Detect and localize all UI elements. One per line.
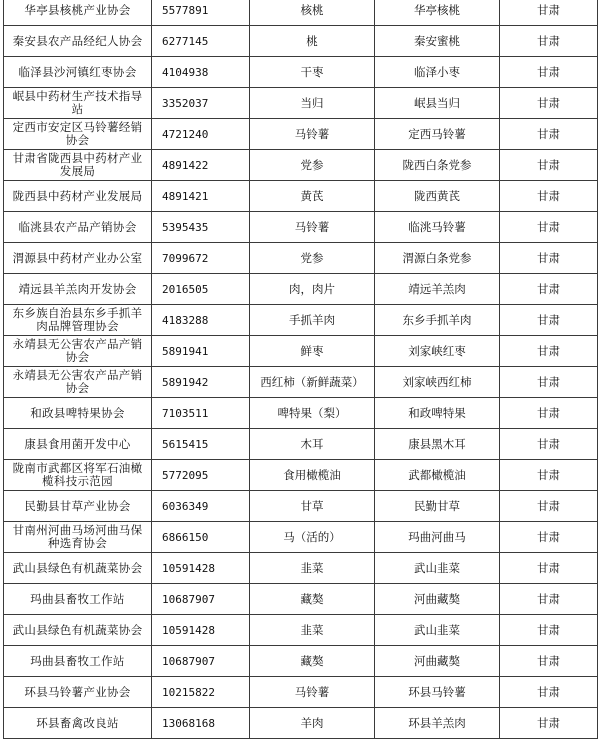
product-cell: 马（活的） — [250, 522, 375, 553]
province-cell: 甘肃 — [500, 429, 598, 460]
province-cell: 甘肃 — [500, 212, 598, 243]
table-row — [4, 274, 598, 305]
table-row — [4, 336, 598, 367]
organization-cell: 靖远县羊羔肉开发协会 — [4, 274, 152, 305]
registration-number-cell: 10591428 — [152, 553, 250, 584]
product-cell: 马铃薯 — [250, 212, 375, 243]
brand-name-cell: 定西马铃薯 — [375, 119, 500, 150]
product-cell: 马铃薯 — [250, 119, 375, 150]
province-cell: 甘肃 — [500, 336, 598, 367]
organization-cell: 岷县中药材生产技术指导站 — [4, 88, 152, 119]
organization-cell: 东乡族自治县东乡手抓羊肉品牌管理协会 — [4, 305, 152, 336]
brand-name-cell: 康县黑木耳 — [375, 429, 500, 460]
brand-name-cell: 武都橄榄油 — [375, 460, 500, 491]
province-cell: 甘肃 — [500, 584, 598, 615]
organization-cell: 和政县啤特果协会 — [4, 398, 152, 429]
organization-cell: 秦安县农产品经纪人协会 — [4, 26, 152, 57]
registration-number-cell: 7103511 — [152, 398, 250, 429]
brand-name-cell: 武山韭菜 — [375, 615, 500, 646]
organization-cell: 武山县绿色有机蔬菜协会 — [4, 615, 152, 646]
product-cell: 黄芪 — [250, 181, 375, 212]
organization-cell: 临洮县农产品产销协会 — [4, 212, 152, 243]
brand-name-cell: 靖远羊羔肉 — [375, 274, 500, 305]
table-row — [4, 88, 598, 119]
product-cell: 西红柿（新鲜蔬菜） — [250, 367, 375, 398]
product-cell: 木耳 — [250, 429, 375, 460]
province-cell: 甘肃 — [500, 243, 598, 274]
registration-number-cell: 4721240 — [152, 119, 250, 150]
product-cell: 干枣 — [250, 57, 375, 88]
product-cell: 藏獒 — [250, 584, 375, 615]
table-row — [4, 150, 598, 181]
province-cell: 甘肃 — [500, 708, 598, 739]
table-row — [4, 57, 598, 88]
product-cell: 啤特果（梨） — [250, 398, 375, 429]
brand-name-cell: 刘家峡西红柿 — [375, 367, 500, 398]
product-cell: 鲜枣 — [250, 336, 375, 367]
brand-name-cell: 河曲藏獒 — [375, 646, 500, 677]
product-cell: 肉，肉片 — [250, 274, 375, 305]
organization-cell: 陇西县中药材产业发展局 — [4, 181, 152, 212]
organization-cell: 永靖县无公害农产品产销协会 — [4, 336, 152, 367]
product-cell: 羊肉 — [250, 708, 375, 739]
product-cell: 党参 — [250, 150, 375, 181]
registration-number-cell: 6277145 — [152, 26, 250, 57]
province-cell: 甘肃 — [500, 646, 598, 677]
organization-cell: 陇南市武都区将军石油橄榄科技示范园 — [4, 460, 152, 491]
organization-cell: 武山县绿色有机蔬菜协会 — [4, 553, 152, 584]
registration-number-cell: 6036349 — [152, 491, 250, 522]
organization-cell: 玛曲县畜牧工作站 — [4, 584, 152, 615]
registration-number-cell: 4104938 — [152, 57, 250, 88]
brand-name-cell: 陇西黄芪 — [375, 181, 500, 212]
organization-cell: 临泽县沙河镇红枣协会 — [4, 57, 152, 88]
registration-number-cell: 2016505 — [152, 274, 250, 305]
table-row — [4, 553, 598, 584]
table-row — [4, 429, 598, 460]
registration-number-cell: 6866150 — [152, 522, 250, 553]
registration-number-cell: 13068168 — [152, 708, 250, 739]
brand-name-cell: 岷县当归 — [375, 88, 500, 119]
product-cell: 马铃薯 — [250, 677, 375, 708]
brand-name-cell: 和政啤特果 — [375, 398, 500, 429]
table-row — [4, 367, 598, 398]
organization-cell: 华亭县核桃产业协会 — [4, 0, 152, 26]
product-cell: 当归 — [250, 88, 375, 119]
table-row — [4, 491, 598, 522]
organization-cell: 民勤县甘草产业协会 — [4, 491, 152, 522]
registration-number-cell: 10687907 — [152, 584, 250, 615]
product-cell: 韭菜 — [250, 615, 375, 646]
table-row — [4, 181, 598, 212]
province-cell: 甘肃 — [500, 119, 598, 150]
registration-number-cell: 5891941 — [152, 336, 250, 367]
province-cell: 甘肃 — [500, 0, 598, 26]
table-row — [4, 119, 598, 150]
brand-name-cell: 渭源白条党参 — [375, 243, 500, 274]
product-cell: 藏獒 — [250, 646, 375, 677]
province-cell: 甘肃 — [500, 181, 598, 212]
brand-name-cell: 东乡手抓羊肉 — [375, 305, 500, 336]
brand-name-cell: 刘家峡红枣 — [375, 336, 500, 367]
province-cell: 甘肃 — [500, 522, 598, 553]
table-row — [4, 708, 598, 739]
table-row — [4, 584, 598, 615]
table-row — [4, 243, 598, 274]
brand-name-cell: 秦安蜜桃 — [375, 26, 500, 57]
brand-name-cell: 武山韭菜 — [375, 553, 500, 584]
brand-name-cell: 临泽小枣 — [375, 57, 500, 88]
organization-cell: 环县马铃薯产业协会 — [4, 677, 152, 708]
province-cell: 甘肃 — [500, 305, 598, 336]
brand-name-cell: 玛曲河曲马 — [375, 522, 500, 553]
brand-name-cell: 河曲藏獒 — [375, 584, 500, 615]
product-cell: 党参 — [250, 243, 375, 274]
brand-name-cell: 临洮马铃薯 — [375, 212, 500, 243]
brand-name-cell: 华亭核桃 — [375, 0, 500, 26]
province-cell: 甘肃 — [500, 553, 598, 584]
table-row — [4, 26, 598, 57]
organization-cell: 渭源县中药材产业办公室 — [4, 243, 152, 274]
province-cell: 甘肃 — [500, 88, 598, 119]
province-cell: 甘肃 — [500, 274, 598, 305]
province-cell: 甘肃 — [500, 460, 598, 491]
registration-number-cell: 4891421 — [152, 181, 250, 212]
province-cell: 甘肃 — [500, 677, 598, 708]
organization-cell: 康县食用菌开发中心 — [4, 429, 152, 460]
registration-number-cell: 5577891 — [152, 0, 250, 26]
registration-number-cell: 4891422 — [152, 150, 250, 181]
province-cell: 甘肃 — [500, 57, 598, 88]
table-body — [4, 0, 598, 739]
brand-name-cell: 环县羊羔肉 — [375, 708, 500, 739]
product-cell: 韭菜 — [250, 553, 375, 584]
product-cell: 甘草 — [250, 491, 375, 522]
product-cell: 食用橄榄油 — [250, 460, 375, 491]
table-row — [4, 398, 598, 429]
brand-name-cell: 陇西白条党参 — [375, 150, 500, 181]
organization-cell: 定西市安定区马铃薯经销协会 — [4, 119, 152, 150]
registration-number-cell: 5772095 — [152, 460, 250, 491]
registration-number-cell: 4183288 — [152, 305, 250, 336]
registration-number-cell: 3352037 — [152, 88, 250, 119]
brand-name-cell: 环县马铃薯 — [375, 677, 500, 708]
province-cell: 甘肃 — [500, 398, 598, 429]
registration-number-cell: 10687907 — [152, 646, 250, 677]
province-cell: 甘肃 — [500, 615, 598, 646]
registration-number-cell: 5615415 — [152, 429, 250, 460]
product-cell: 桃 — [250, 26, 375, 57]
registration-number-cell: 7099672 — [152, 243, 250, 274]
organization-cell: 环县畜禽改良站 — [4, 708, 152, 739]
registration-number-cell: 10215822 — [152, 677, 250, 708]
registration-number-cell: 5395435 — [152, 212, 250, 243]
product-cell: 核桃 — [250, 0, 375, 26]
brand-name-cell: 民勤甘草 — [375, 491, 500, 522]
registration-number-cell: 10591428 — [152, 615, 250, 646]
registration-table — [3, 0, 598, 739]
table-row — [4, 677, 598, 708]
organization-cell: 甘肃省陇西县中药材产业发展局 — [4, 150, 152, 181]
organization-cell: 玛曲县畜牧工作站 — [4, 646, 152, 677]
table-row — [4, 615, 598, 646]
province-cell: 甘肃 — [500, 367, 598, 398]
table-row — [4, 522, 598, 553]
province-cell: 甘肃 — [500, 491, 598, 522]
province-cell: 甘肃 — [500, 150, 598, 181]
province-cell: 甘肃 — [500, 26, 598, 57]
table-row — [4, 646, 598, 677]
registration-number-cell: 5891942 — [152, 367, 250, 398]
table-row — [4, 212, 598, 243]
organization-cell: 甘南州河曲马场河曲马保种选育协会 — [4, 522, 152, 553]
table-row — [4, 0, 598, 26]
organization-cell: 永靖县无公害农产品产销协会 — [4, 367, 152, 398]
table-row — [4, 305, 598, 336]
table-row — [4, 460, 598, 491]
product-cell: 手抓羊肉 — [250, 305, 375, 336]
